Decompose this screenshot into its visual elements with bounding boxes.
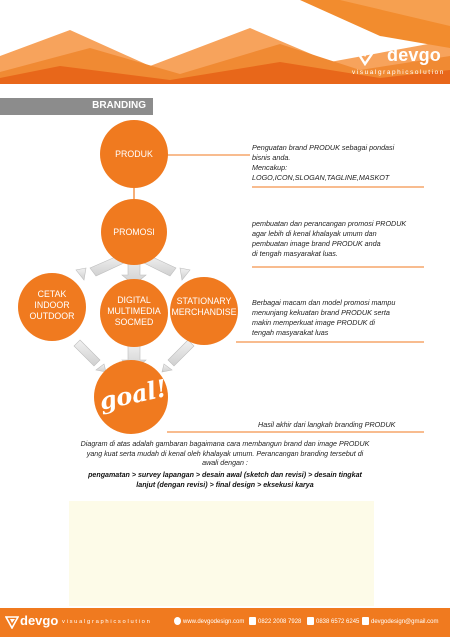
footer-website[interactable]: www.devgodesign.com: [183, 619, 245, 625]
circle-cetak: CETAK INDOOR OUTDOOR: [29, 289, 75, 321]
footer-phone2[interactable]: 0838 6572 6245: [316, 619, 360, 625]
section-header: [0, 98, 153, 115]
phone-icon: [249, 617, 256, 625]
circle-stationary: STATIONARY MERCHANDISE: [171, 296, 237, 317]
brand-tagline: visualgraphicsolution: [352, 69, 445, 76]
logo-mark-icon: [351, 42, 380, 66]
footer: [0, 608, 450, 637]
circle-digital: DIGITAL MULTIMEDIA SOCMED: [107, 295, 161, 327]
circle-goal: goal!: [96, 373, 170, 416]
desc-media: Berbagai macam dan model promosi mampu menunjang kekuatan brand PRODUK serta makin memperkuat image PRODUK di tengah masyarakat luas: [252, 298, 396, 337]
telephone-icon: [307, 617, 314, 625]
desc-promosi: pembuatan dan perancangan promosi PRODUK agar lebih di kenal khalayak umum dan pembuatan image brand PRODUK anda di tengah masyarakat luas.: [252, 219, 407, 258]
summary-text: Diagram di atas adalah gambaran bagaimana cara membangun brand dan image PRODUK yang kuat serta mudah di kenal oleh khalayak umum. Perancangan branding tersebut di awali dengan :: [80, 440, 370, 468]
circle-promosi: PROMOSI: [113, 227, 155, 237]
footer-logo-mark-icon: [5, 615, 19, 629]
footer-phone1[interactable]: 0822 2008 7928: [258, 619, 302, 625]
footer-brand-name: devgo: [20, 613, 59, 628]
summary-process: pengamatan > survey lapangan > desain awal (sketch dan revisi) > desain tingkat lanjut (dengan revisi) > final design > eksekusi karya: [88, 471, 362, 489]
desc-goal: Hasil akhir dari langkah branding PRODUK: [258, 420, 396, 429]
web-icon: [174, 617, 181, 625]
content-box: [69, 501, 374, 606]
section-title: BRANDING: [92, 100, 146, 111]
circle-produk: PRODUK: [115, 149, 153, 159]
footer-email[interactable]: devgodesign@gmail.com: [371, 619, 439, 625]
brand-name: devgo: [387, 45, 442, 65]
email-icon: [362, 617, 369, 625]
footer-tagline: visualgraphicsolution: [62, 619, 152, 625]
desc-produk: Penguatan brand PRODUK sebagai pondasi bisnis anda. Mencakup: LOGO,ICON,SLOGAN,TAGLINE,MASKOT: [252, 143, 395, 182]
